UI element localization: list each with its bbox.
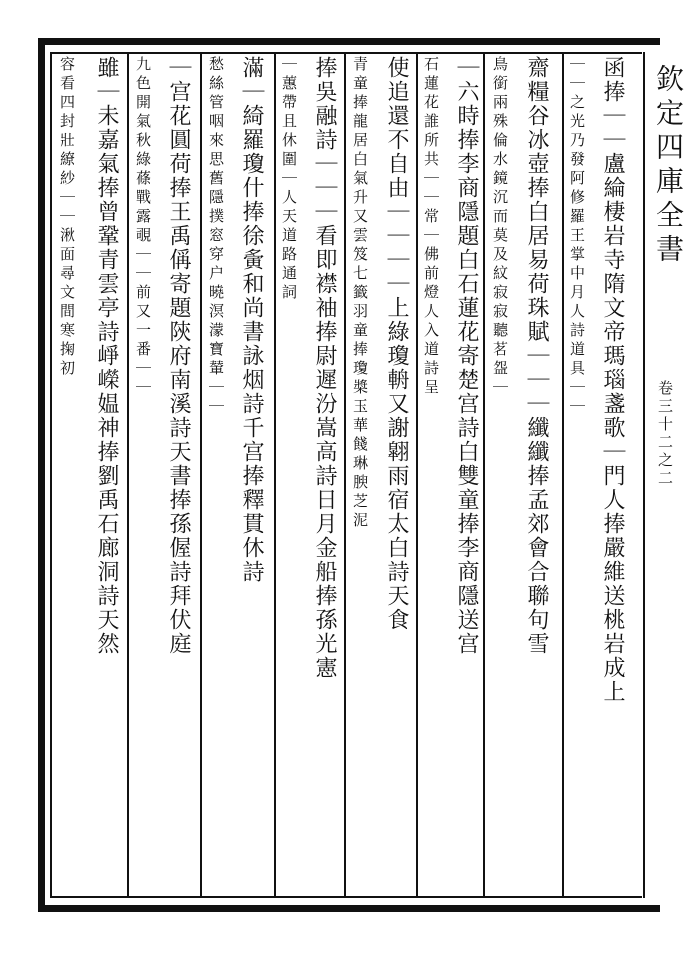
column-rule — [562, 52, 564, 898]
page-border-bottom — [38, 905, 660, 912]
text-column-note: 愁絲管咽來思舊隱撲窓穿户曉溟濛寶輦｜｜ — [207, 56, 225, 417]
text-column: ｜宫花圓荷捧王禹偁寄題陝府南溪詩天書捧孫偓詩拜伏庭 — [166, 56, 191, 656]
column-rule — [127, 52, 129, 898]
text-column: 齋糧谷冰壺捧白居易荷珠賦｜｜｜纖纖捧孟郊會合聯句雪 — [524, 56, 549, 656]
column-rule — [274, 52, 276, 898]
text-column-note: 鳥銜兩殊倫水鏡沉而莫及紋寂寂聽茗盌｜ — [491, 56, 509, 398]
column-rule — [344, 52, 346, 898]
column-rule — [416, 52, 418, 898]
text-column: 滿｜綺羅瓊什捧徐夤和尚書詠烟詩千宫捧釋貫休詩 — [239, 56, 264, 584]
text-column: 使追還不自由｜｜｜｜上綠瓊輈又謝翶雨宿太白詩天食 — [384, 56, 409, 632]
volume-label: 卷三十二之二 — [656, 380, 674, 488]
text-column: 雖｜未嘉氣捧曾鞏青雲亭詩崢嶸媪神捧劉禹石廊洞詩天然 — [94, 56, 119, 656]
text-column-note: ｜｜之光乃發阿修羅王掌中月人詩道具｜｜ — [568, 56, 586, 417]
inner-border-top — [50, 52, 642, 54]
column-rule — [200, 52, 202, 898]
text-column-note: 青童捧龍居白氣升又雲笈七籤羽童捧瓊槳玉華餞琳腴芝泥 — [351, 56, 369, 531]
text-column: ｜六時捧李商隱題白石蓮花寄楚宫詩白雙童捧李商隱送宫 — [454, 56, 479, 656]
text-column: 函捧｜｜盧綸棲岩寺隋文帝瑪瑙盞歌｜門人捧嚴維送桃岩成上 — [600, 56, 625, 704]
page-border-left — [38, 38, 45, 912]
book-title: 欽定四庫全書 — [652, 64, 685, 268]
column-rule — [483, 52, 485, 898]
text-column-note: 容看四封壯繚紗｜｜湫面尋文間寒掬初 — [58, 56, 76, 379]
text-column: 捧吳融詩｜｜｜看即襟袖捧尉遲汾嵩高詩日月金船捧孫光憲 — [312, 56, 337, 680]
inner-border-left — [50, 52, 52, 898]
text-column-note: 石蓮花誰所共｜｜常｜佛前燈人入道詩呈 — [422, 56, 440, 398]
text-column-note: 九色開氣秋綠蓧戰露覗｜｜前又一番｜｜ — [134, 56, 152, 398]
text-column-note: ｜蕙帶且休圍｜人天道路通詞 — [280, 56, 298, 303]
page-border-top — [38, 38, 660, 45]
inner-border-bottom — [50, 896, 642, 898]
